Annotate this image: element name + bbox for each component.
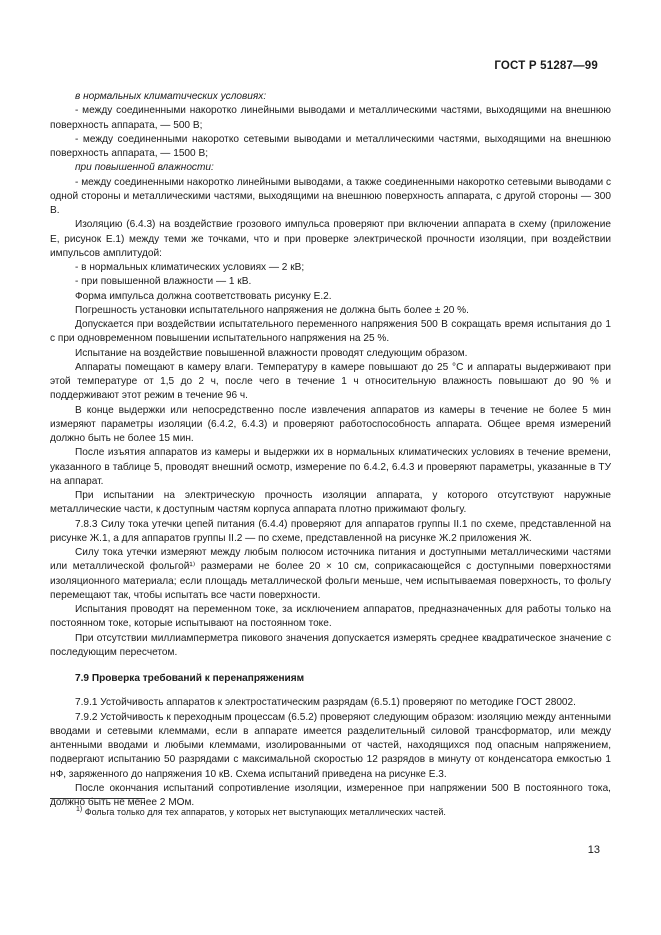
paragraph: Изоляцию (6.4.3) на воздействие грозового импульса проверяют при включении аппарата в схему (приложение Е, рисунок Е.1) между теми же точками, что и при проверке электрической прочности изоляции, при воздействии импульсов амплитудой: (50, 219, 611, 259)
footnote-marker: 1) (76, 806, 83, 813)
document-code: ГОСТ Р 51287—99 (494, 60, 598, 72)
paragraph: - при повышенной влажности — 1 кВ. (75, 276, 252, 288)
paragraph: При отсутствии миллиамперметра пикового значения допускается измерять среднее квадратическое значение с последующим пересчетом. (50, 632, 611, 658)
footnote (76, 804, 446, 818)
paragraph: При испытании на электрическую прочность изоляции аппарата, у которого отсутствуют наружные металлические части, к доступным частям корпуса аппарата плотно прижимают фольгу. (50, 490, 611, 516)
paragraph: в нормальных климатических условиях: (75, 91, 267, 102)
paragraph: Испытания проводят на переменном токе, за исключением аппаратов, предназначенных для работы только на постоянном токе, которые испытывают на постоянном токе. (50, 604, 611, 630)
paragraph: Допускается при воздействии испытательного переменного напряжения 500 В сокращать время испытания до 1 с при одновременном повышении испытательного напряжения на 25 %. (50, 319, 611, 345)
body-text (50, 90, 611, 810)
paragraph: Форма импульса должна соответствовать рисунку Е.2. (75, 290, 332, 302)
paragraph: 7.9.1 Устойчивость аппаратов к электростатическим разрядам (6.5.1) проверяют по методике ГОСТ 28002. (75, 697, 576, 709)
paragraph: Погрешность установки испытательного напряжения не должна быть более ± 20 %. (75, 304, 469, 316)
paragraph: - между соединенными накоротко линейными выводами и металлическими частями, выходящими на внешнюю поверхность аппарата, — 500 В; (50, 105, 611, 131)
paragraph: - между соединенными накоротко сетевыми выводами и металлическими частями, выходящими на внешнюю поверхность аппарата, — 1500 В; (50, 133, 611, 159)
paragraph: После окончания испытаний сопротивление изоляции, измеренное при напряжении 500 В постоянного тока, должно быть не менее 2 МОм. (50, 782, 611, 808)
paragraph: - в нормальных климатических условиях — 2 кВ; (75, 262, 305, 273)
paragraph: 7.9.2 Устойчивость к переходным процессам (6.5.2) проверяют следующим образом: изоляцию между антенными вводами и сетевыми клеммами, если в аппарате имеется разделительный силовой трансформатор, или между антенными вводами и любыми клеммами, изолированными от частей, находящихся под опасным напряжением, подвергают испытанию 50 разрядами с максимальной скоростью 12 разрядов в минуту от конденсатора емкостью 1 нФ, заряженного до напряжения 10 кВ. Схема испытаний приведена на рисунке Е.3. (50, 711, 611, 780)
paragraph: В конце выдержки или непосредственно после извлечения аппаратов из камеры в течение не более 5 мин измеряют параметры изоляции (6.4.2, 6.4.3) и проверяют работоспособность аппарата. Общее время измерений должно быть не более 15 мин. (50, 404, 611, 444)
page-number: 13 (587, 844, 600, 856)
paragraph: при повышенной влажности: (75, 162, 214, 174)
paragraph: - между соединенными накоротко линейными выводами, а также соединенными накоротко сетевыми выводами с одной стороны и металлическими частями, выходящими на внешнюю поверхность аппарата, с другой стороны — 300 В. (50, 176, 611, 216)
footnote-text: Фольга только для тех аппаратов, у которых нет выступающих металлических частей. (84, 807, 446, 817)
footnote-divider (50, 798, 145, 799)
paragraph: Аппараты помещают в камеру влаги. Температуру в камере повышают до 25 °С и аппараты выдерживают при этой температуре от 1,5 до 2 ч, после чего в течение 1 ч относительную влажность повышают до 90 % и поддерживают этот режим в течение 96 ч. (50, 361, 611, 402)
paragraph: 7.8.3 Силу тока утечки цепей питания (6.4.4) проверяют для аппаратов группы II.1 по схеме, представленной на рисунке Ж.1, а для аппаратов группы II.2 — по схеме, представленной на рисунке Ж.2 приложения Ж. (50, 518, 611, 544)
paragraph: Силу тока утечки измеряют между любым полюсом источника питания и доступными металлическими частями или металлической фольгой¹⁾ размерами не более 20 × 10 см, соприкасающейся с доступными поверхностями изоляционного материала; если площадь металлической фольги меньше, чем испытываемая поверхность, то фольгу перемещают так, чтобы испытать все части поверхности. (50, 547, 611, 601)
paragraph: После изъятия аппаратов из камеры и выдержки их в нормальных климатических условиях в течение времени, указанного в таблице 5, проводят внешний осмотр, измерение по 6.4.2, 6.4.3 и проверяют параметры, указанные в ТУ на аппарат. (50, 447, 611, 487)
paragraph: Испытание на воздействие повышенной влажности проводят следующим образом. (75, 347, 468, 359)
section-heading: 7.9 Проверка требований к перенапряжениям (75, 673, 305, 684)
